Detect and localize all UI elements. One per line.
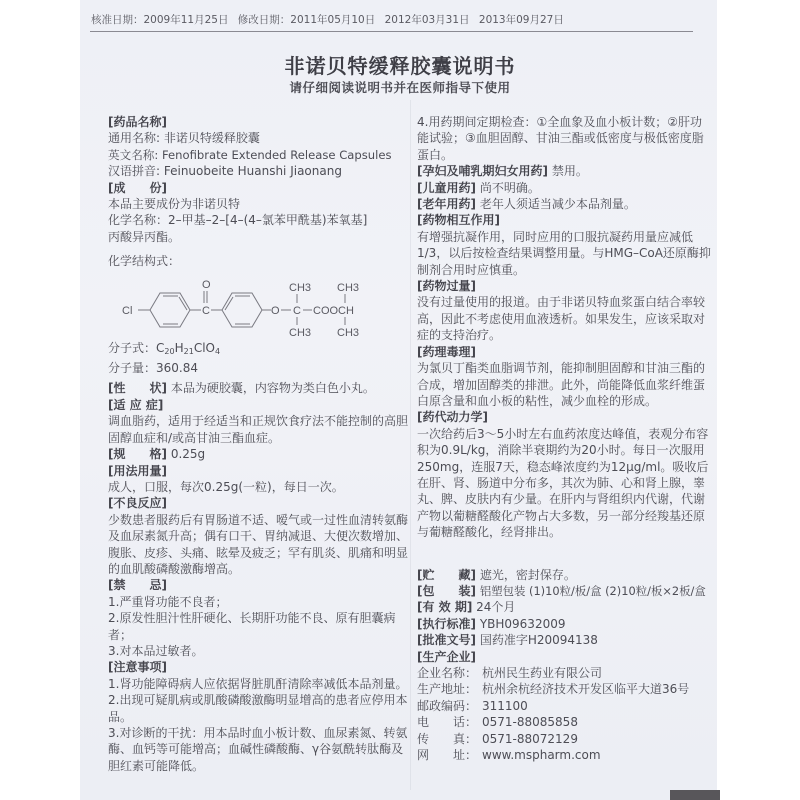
- specification: [规 格] 0.25g: [108, 447, 206, 462]
- generic-name: 通用名称: 非诺贝特缓释胶囊: [108, 131, 260, 146]
- revision-date-1: 修改日期：2011年05月10日: [237, 14, 376, 26]
- standard: [执行标准] YBH09632009: [417, 616, 566, 631]
- molecular-formula: 分子式：$C_{20}H_{21}ClO_4$: [108, 340, 221, 356]
- structure-label: 化学结构式：: [108, 254, 181, 269]
- pharmacology-text: 为氯贝丁酯类血脂调节剂，能抑制胆固醇和甘油三酯的合成，增加固醇类的排泄。此外，尚能降低血浆纤维蛋白原含量和血小板的粘性，减少血栓的形成。: [417, 361, 706, 408]
- pinyin-name: 汉语拼音: Feinuobeite Huanshi Jiaonang: [108, 164, 342, 179]
- svg-text:CH3: CH3: [337, 281, 360, 294]
- section-heading-interactions: [药物相互作用]: [417, 213, 500, 228]
- manufacturer-fax: 传 真： 0571-88072129: [417, 731, 578, 746]
- manufacturer-phone: 电 话： 0571-88085858: [417, 715, 578, 730]
- pregnancy: [孕妇及哺乳期妇女用药] 禁用。: [417, 164, 588, 179]
- chemical-name-line2: 丙酸异丙酯。: [108, 229, 181, 244]
- pharmacokinetics-text: 一次给药后3～5小时左右血药浓度达峰值，表观分布容积为0.9L/kg，消除半衰期约为20小时。每日一次服用250mg，连服7天，稳态峰浓度约为12μg/ml。吸收后在肝、肾、肠道中分布多，其次为肺、心和肾上腺，睾丸、脾、皮肤内有少量。在肝内与肾组织内代谢，代谢产物以葡糖醛酸化产物占大多数，另一部分经羧基还原与葡糖醛酸化，经肾排出。: [417, 426, 709, 540]
- overdose-text: 没有过量使用的报道。由于非诺贝特血浆蛋白结合率较高，因此不考虑使用血液透析。如果发生，应该采取对症的支持治疗。: [417, 295, 706, 343]
- section-heading-precautions: [注意事项]: [108, 660, 167, 675]
- molecular-weight: 分子量：360.84: [108, 361, 198, 376]
- indications-text: 调血脂药，适用于经适当和正规饮食疗法不能控制的高胆固醇血症和/或高甘油三酯血症。: [108, 414, 409, 445]
- section-heading-adverse: [不良反应]: [108, 496, 167, 511]
- revision-date-2: 2012年03月31日: [384, 14, 470, 26]
- chemical-structure-diagram: [108, 274, 408, 338]
- section-heading-overdose: [药物过量]: [417, 279, 476, 294]
- header-divider: [90, 31, 693, 32]
- section-heading-dosage: [用法用量]: [108, 463, 167, 478]
- pediatric: [儿童用药] 尚不明确。: [417, 180, 540, 195]
- svg-text:C: C: [202, 304, 210, 317]
- section-heading-composition: [成 份]: [108, 180, 167, 195]
- manufacturer-postcode: 邮政编码： 311100: [417, 698, 528, 713]
- svg-text:O: O: [271, 304, 280, 317]
- contraindication-item: 3.对本品过敏者。: [108, 643, 204, 658]
- geriatric: [老年用药] 老年人须适当减少本品剂量。: [417, 197, 636, 212]
- contraindication-item: 2.原发性胆汁性肝硬化、长期肝功能不良、原有胆囊病者；: [108, 611, 396, 642]
- left-column: [108, 114, 408, 774]
- chemical-name-line1: 化学名称：2–甲基–2–[4–(4–氯苯甲酰基)苯氧基]: [108, 213, 368, 228]
- svg-text:O: O: [202, 278, 211, 291]
- precaution-item: 1.肾功能障碍病人应依据肾脏肌酐清除率减低本品剂量。: [108, 676, 408, 691]
- section-heading-pharmacology: [药理毒理]: [417, 344, 476, 359]
- precaution-item: 3.对诊断的干扰：用本品时血小板计数、血尿素氮、转氨酶、血钙等可能增高；血碱性磷酸酶、γ谷氨酰转肽酶及胆红素可能降低。: [108, 726, 408, 773]
- svg-text:Cl: Cl: [122, 304, 133, 317]
- document-title: 非诺贝特缓释胶囊说明书: [284, 54, 516, 78]
- fenofibrate-structure-icon: [108, 274, 408, 338]
- section-heading-drug-name: [药品名称]: [108, 115, 167, 129]
- manufacturer-website: 网 址： www.mspharm.com: [417, 748, 601, 763]
- precaution-item-4: 4.用药期间定期检查：①全血象及血小板计数；②肝功能试验；③血胆固醇、甘油三酯或低密度与极低密度脂蛋白。: [417, 115, 704, 162]
- section-heading-pharmacokinetics: [药代动力学]: [417, 410, 488, 425]
- storage: [贮 藏] 遮光，密封保存。: [417, 567, 576, 582]
- composition-main: 本品主要成份为非诺贝特: [108, 197, 241, 212]
- revision-dates: [91, 12, 570, 27]
- approval-date: 核准日期：2009年11月25日: [91, 14, 229, 26]
- svg-text:CH3: CH3: [337, 326, 360, 338]
- dosage-text: 成人，口服，每次0.25g(一粒)，每日一次。: [108, 479, 344, 494]
- revision-date-3: 2013年09月27日: [478, 14, 564, 26]
- adverse-text: 少数患者服药后有胃肠道不适、嗳气或一过性血清转氨酶及血尿素氮升高；偶有口干、胃纳减退、大便次数增加、腹胀、皮疹、头痛、眩晕及疲乏；罕有肌炎、肌痛和明显的血肌酸磷酸激酶增高。: [108, 512, 409, 576]
- section-heading-manufacturer: [生产企业]: [417, 649, 476, 664]
- manufacturer-address: 生产地址： 杭州余杭经济技术开发区临平大道36号: [417, 682, 690, 697]
- interactions-text: 有增强抗凝作用，同时应用的口服抗凝药用量应减低1/3，以后按检查结果调整用量。与HMG–CoA还原酶抑制剂合用时应慎重。: [417, 229, 711, 277]
- section-heading-indications: [适 应 症]: [108, 397, 164, 412]
- approval-number: [批准文号] 国药准字H20094138: [417, 633, 598, 648]
- svg-text:CH3: CH3: [289, 281, 312, 294]
- background-object: [670, 790, 720, 800]
- svg-text:COOCH: COOCH: [313, 304, 354, 317]
- svg-text:C: C: [293, 304, 301, 317]
- shelf-life: [有 效 期] 24个月: [417, 600, 516, 615]
- svg-text:CH3: CH3: [289, 326, 312, 338]
- paper-fold-crease: [410, 100, 411, 790]
- document-subtitle: 请仔细阅读说明书并在医师指导下使用: [289, 80, 511, 95]
- english-name: 英文名称: Fenofibrate Extended Release Capsules: [108, 147, 392, 162]
- right-column: [417, 114, 712, 763]
- manufacturer-name: 企业名称： 杭州民生药业有限公司: [417, 666, 603, 680]
- appearance: [性 状] 本品为硬胶囊，内容物为类白色小丸。: [108, 381, 375, 396]
- section-heading-contraindications: [禁 忌]: [108, 578, 167, 593]
- package: [包 装] 铝塑包装 (1)10粒/板/盒 (2)10粒/板×2板/盒: [417, 583, 706, 598]
- contraindication-item: 1.严重肾功能不良者；: [108, 594, 228, 609]
- precaution-item: 2.出现可疑肌病或肌酸磷酸激酶明显增高的患者应停用本品。: [108, 693, 408, 724]
